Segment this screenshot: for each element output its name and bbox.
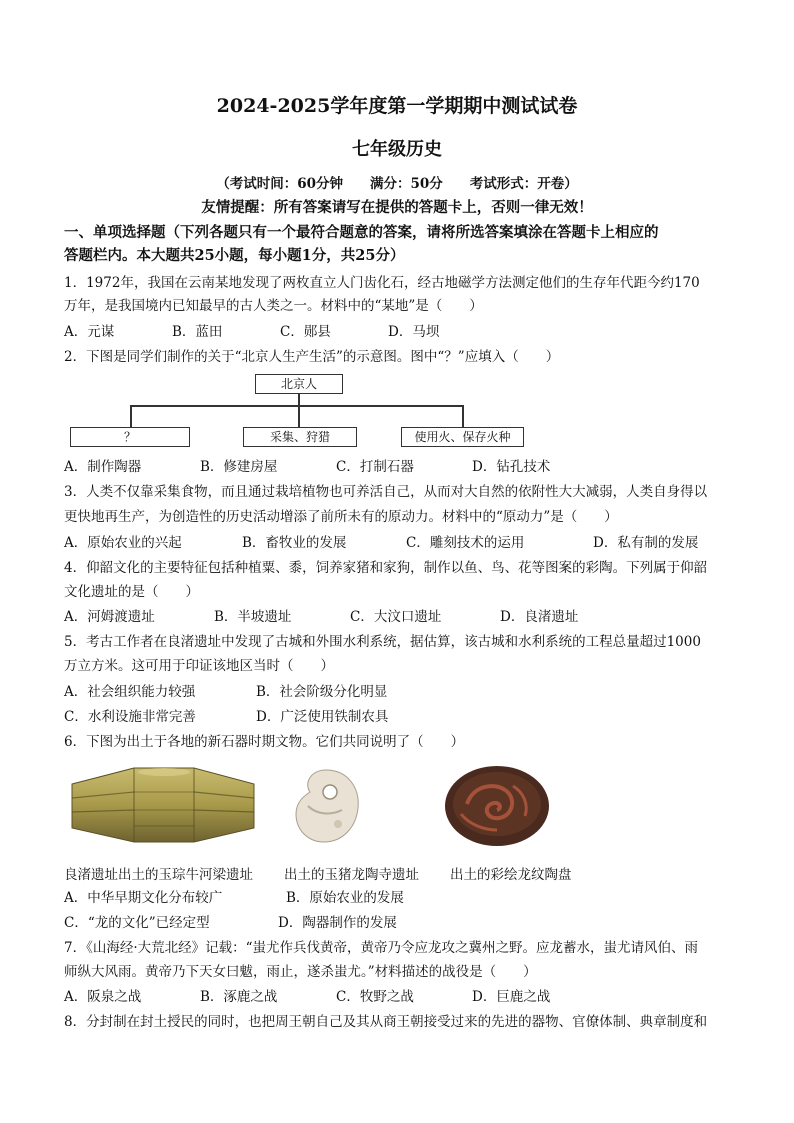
q7-line1: 7．《山海经·大荒北经》记载：“蚩尤作兵伐黄帝，黄帝乃令应龙攻之冀州之野。应龙蓄水，蚩尤请风伯、雨 (64, 940, 699, 956)
q3-line2: 更快地再生产，为创造性的历史活动增添了前所未有的原动力。材料中的“原动力”是（ ） (64, 509, 618, 525)
q7-line2: 师纵大风雨。黄帝乃下天女曰魃，雨止，遂杀蚩尤。”材料描述的战役是（ ） (64, 964, 537, 980)
diagram-connector (298, 405, 300, 427)
section-heading-line1: 一、单项选择题（下列各题只有一个最符合题意的答案，请将所选答案填涂在答题卡上相应的 (64, 224, 659, 241)
jade-pig-dragon-image (286, 762, 366, 848)
q5-option-d: D．广泛使用铁制农具 (256, 709, 389, 725)
q2-option-b: B．修建房屋 (200, 459, 278, 475)
diagram-connector (130, 405, 463, 407)
exam-info: （考试时间：60分钟 满分：50分 考试形式：开卷） (216, 176, 578, 192)
painted-pottery-plate-image (443, 764, 551, 848)
q4-option-a: A．河姆渡遗址 (64, 609, 155, 625)
q5-option-c: C．水利设施非常完善 (64, 709, 196, 725)
q4-option-b: B．半坡遗址 (214, 609, 292, 625)
q7-option-d: D．巨鹿之战 (472, 989, 551, 1005)
diagram-connector (462, 405, 464, 427)
exam-title: 2024-2025学年度第一学期期中测试试卷 (216, 95, 578, 117)
diagram-child-gathering: 采集、狩猎 (243, 427, 357, 447)
q1-option-d: D．马坝 (388, 324, 440, 340)
q3-option-d: D．私有制的发展 (593, 535, 699, 551)
q1-line2: 万年，是我国境内已知最早的古人类之一。材料中的“某地”是（ ） (64, 298, 483, 314)
q1-option-c: C．郧县 (280, 324, 331, 340)
exam-subtitle: 七年级历史 (352, 139, 442, 160)
q5-option-a: A．社会组织能力较强 (64, 684, 196, 700)
q2-option-a: A．制作陶器 (64, 459, 142, 475)
jade-cong-image (64, 762, 260, 846)
q8-line1: 8．分封制在封土授民的同时，也把周王朝自己及其从商王朝接受过来的先进的器物、官僚体制、典章制度和 (64, 1014, 708, 1030)
q3-option-a: A．原始农业的兴起 (64, 535, 182, 551)
q2-option-c: C．打制石器 (336, 459, 414, 475)
q7-option-c: C．牧野之战 (336, 989, 414, 1005)
diagram-root-box: 北京人 (255, 374, 343, 394)
q3-option-c: C．雕刻技术的运用 (406, 535, 525, 551)
q3-option-b: B．畜牧业的发展 (242, 535, 347, 551)
diagram-child-fire: 使用火、保存火种 (401, 427, 524, 447)
q5-line2: 万立方米。这可用于印证该地区当时（ ） (64, 658, 334, 674)
q2-line1: 2．下图是同学们制作的关于“北京人生产生活”的示意图。图中“？”应填入（ ） (64, 349, 560, 365)
q4-option-c: C．大汶口遗址 (350, 609, 442, 625)
q6-caption-2: 出土的玉猪龙陶寺遗址 (284, 867, 419, 883)
q7-option-b: B．涿鹿之战 (200, 989, 278, 1005)
reminder: 友情提醒：所有答案请写在提供的答题卡上，否则一律无效！ (201, 199, 593, 216)
q3-line1: 3．人类不仅靠采集食物，而且通过栽培植物也可养活自己，从而对大自然的依附性大大减弱，人类自身得以 (64, 484, 708, 500)
diagram-connector (130, 405, 132, 427)
q5-line1: 5．考古工作者在良渚遗址中发现了古城和外围水利系统，据估算，该古城和水利系统的工程总量超过1000 (64, 634, 701, 650)
q1-option-a: A．元谋 (64, 324, 115, 340)
diagram-child-unknown: ？ (70, 427, 190, 447)
q4-line2: 文化遗址的是（ ） (64, 584, 199, 600)
q5-option-b: B．社会阶级分化明显 (256, 684, 388, 700)
q6-option-a: A．中华早期文化分布较广 (64, 890, 223, 906)
q6-option-d: D．陶器制作的发展 (278, 915, 397, 931)
q4-option-d: D．良渚遗址 (500, 609, 579, 625)
q6-caption-3: 出土的彩绘龙纹陶盘 (450, 867, 572, 883)
q6-option-c: C．“龙的文化”已经定型 (64, 915, 210, 931)
q1-option-b: B．蓝田 (172, 324, 223, 340)
section-heading-line2: 答题栏内。本大题共25小题，每小题1分，共25分） (64, 247, 405, 264)
q7-option-a: A．阪泉之战 (64, 989, 142, 1005)
q6-caption-1: 良渚遗址出土的玉琮牛河梁遗址 (64, 867, 253, 883)
q6-line1: 6．下图为出土于各地的新石器时期文物。它们共同说明了（ ） (64, 734, 465, 750)
q2-option-d: D．钻孔技术 (472, 459, 551, 475)
q4-line1: 4．仰韶文化的主要特征包括种植粟、黍，饲养家猪和家狗，制作以鱼、鸟、花等图案的彩陶。下列属于仰韶 (64, 560, 708, 576)
q6-option-b: B．原始农业的发展 (286, 890, 404, 906)
q1-line1: 1．1972年，我国在云南某地发现了两枚直立人门齿化石，经古地磁学方法测定他们的生存年代距今约170 (64, 275, 700, 291)
